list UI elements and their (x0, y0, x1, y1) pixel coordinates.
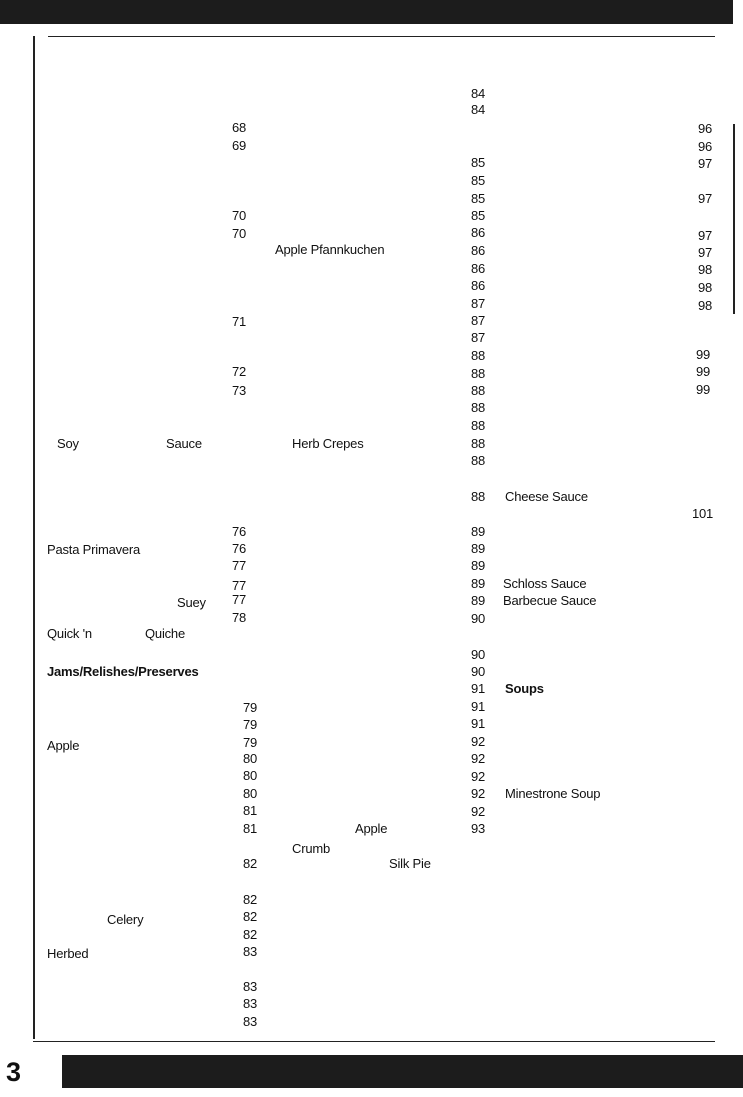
page-number: 89 (471, 524, 486, 539)
left-rule (33, 36, 35, 1039)
entry-herbed: Herbed (47, 946, 89, 961)
page-number: 89 (471, 558, 486, 573)
page-number: 97 (698, 228, 713, 243)
page-number: 87 (471, 330, 486, 345)
page-number: 70 (232, 226, 247, 241)
page-number: 99 (696, 347, 711, 362)
page-number: 82 (243, 856, 258, 871)
page-number: 82 (243, 927, 258, 942)
page-number: 91 (471, 716, 486, 731)
page-number: 87 (471, 313, 486, 328)
page-number: 97 (698, 245, 713, 260)
page-number: 83 (243, 944, 258, 959)
page-number: 99 (696, 364, 711, 379)
page-number: 89 (471, 541, 486, 556)
page-number: 97 (698, 191, 713, 206)
page-number: 79 (243, 735, 258, 750)
page-number: 82 (243, 909, 258, 924)
page-number: 71 (232, 314, 247, 329)
page-number: 88 (471, 366, 486, 381)
page-number: 98 (698, 280, 713, 295)
right-rule (733, 124, 735, 314)
page-number: 83 (243, 979, 258, 994)
entry-silk-pie: Silk Pie (389, 856, 431, 871)
page-number: 92 (471, 734, 486, 749)
entry-quick-n: Quick 'n (47, 626, 92, 641)
page-number: 80 (243, 751, 258, 766)
page-number: 86 (471, 261, 486, 276)
page-number: 81 (243, 821, 258, 836)
page-number: 78 (232, 610, 247, 625)
entry-suey: Suey (177, 595, 206, 610)
page-number: 79 (243, 717, 258, 732)
entry-crumb: Crumb (292, 841, 331, 856)
page-number: 88 (471, 418, 486, 433)
page-number: 77 (232, 578, 247, 593)
page-number: 92 (471, 751, 486, 766)
page-number: 84 (471, 102, 486, 117)
entry-barbecue-sauce: Barbecue Sauce (503, 593, 597, 608)
page-number: 87 (471, 296, 486, 311)
page-number: 80 (243, 768, 258, 783)
page-number: 73 (232, 383, 247, 398)
bottom-bar (62, 1055, 743, 1088)
entry-pasta-primavera: Pasta Primavera (47, 542, 141, 557)
page-number: 85 (471, 173, 486, 188)
page-number: 91 (471, 699, 486, 714)
entry-apple: Apple (355, 821, 388, 836)
entry-quiche: Quiche (145, 626, 185, 641)
bottom-rule (33, 1041, 715, 1042)
page-number: 101 (692, 506, 714, 521)
page-number: 90 (471, 664, 486, 679)
top-bar (0, 0, 733, 24)
page-number: 89 (471, 593, 486, 608)
page-number: 86 (471, 278, 486, 293)
page-number: 80 (243, 786, 258, 801)
page-number: 93 (471, 821, 486, 836)
section-heading-soups: Soups (505, 681, 544, 696)
section-heading-jams: Jams/Relishes/Preserves (47, 664, 199, 679)
entry-cheese-sauce: Cheese Sauce (505, 489, 588, 504)
page-number: 96 (698, 121, 713, 136)
page-number: 88 (471, 489, 486, 504)
page-number: 83 (243, 1014, 258, 1029)
page-number: 90 (471, 647, 486, 662)
page-number: 89 (471, 576, 486, 591)
page-number: 97 (698, 156, 713, 171)
page-number: 79 (243, 700, 258, 715)
page-number: 96 (698, 139, 713, 154)
page-number: 99 (696, 382, 711, 397)
page-number: 88 (471, 348, 486, 363)
page-number: 77 (232, 558, 247, 573)
entry-soy: Soy (57, 436, 79, 451)
page-number-footer: 3 (6, 1057, 22, 1087)
entry-celery: Celery (107, 912, 144, 927)
page-number: 76 (232, 524, 247, 539)
page-number: 86 (471, 243, 486, 258)
page-number: 88 (471, 453, 486, 468)
page-number: 84 (471, 86, 486, 101)
page-number: 88 (471, 436, 486, 451)
page-number: 76 (232, 541, 247, 556)
entry-apple: Apple (47, 738, 80, 753)
entry-schloss-sauce: Schloss Sauce (503, 576, 587, 591)
page-number: 68 (232, 120, 247, 135)
page-number: 77 (232, 592, 247, 607)
page-number: 98 (698, 298, 713, 313)
page-number: 85 (471, 208, 486, 223)
entry-apple-pfannkuchen: Apple Pfannkuchen (275, 242, 385, 257)
page-number: 82 (243, 892, 258, 907)
page-number: 81 (243, 803, 258, 818)
page-number: 86 (471, 225, 486, 240)
page-number: 85 (471, 155, 486, 170)
entry-herb-crepes: Herb Crepes (292, 436, 364, 451)
page-number: 69 (232, 138, 247, 153)
page-number: 90 (471, 611, 486, 626)
page-number: 88 (471, 400, 486, 415)
entry-sauce: Sauce (166, 436, 202, 451)
top-rule (48, 36, 715, 37)
page-number: 88 (471, 383, 486, 398)
page-number: 92 (471, 769, 486, 784)
page-number: 98 (698, 262, 713, 277)
page-number: 85 (471, 191, 486, 206)
page-number: 91 (471, 681, 486, 696)
page-number: 92 (471, 804, 486, 819)
page-number: 92 (471, 786, 486, 801)
page-number: 83 (243, 996, 258, 1011)
entry-minestrone-soup: Minestrone Soup (505, 786, 601, 801)
page-number: 70 (232, 208, 247, 223)
page-number: 72 (232, 364, 247, 379)
